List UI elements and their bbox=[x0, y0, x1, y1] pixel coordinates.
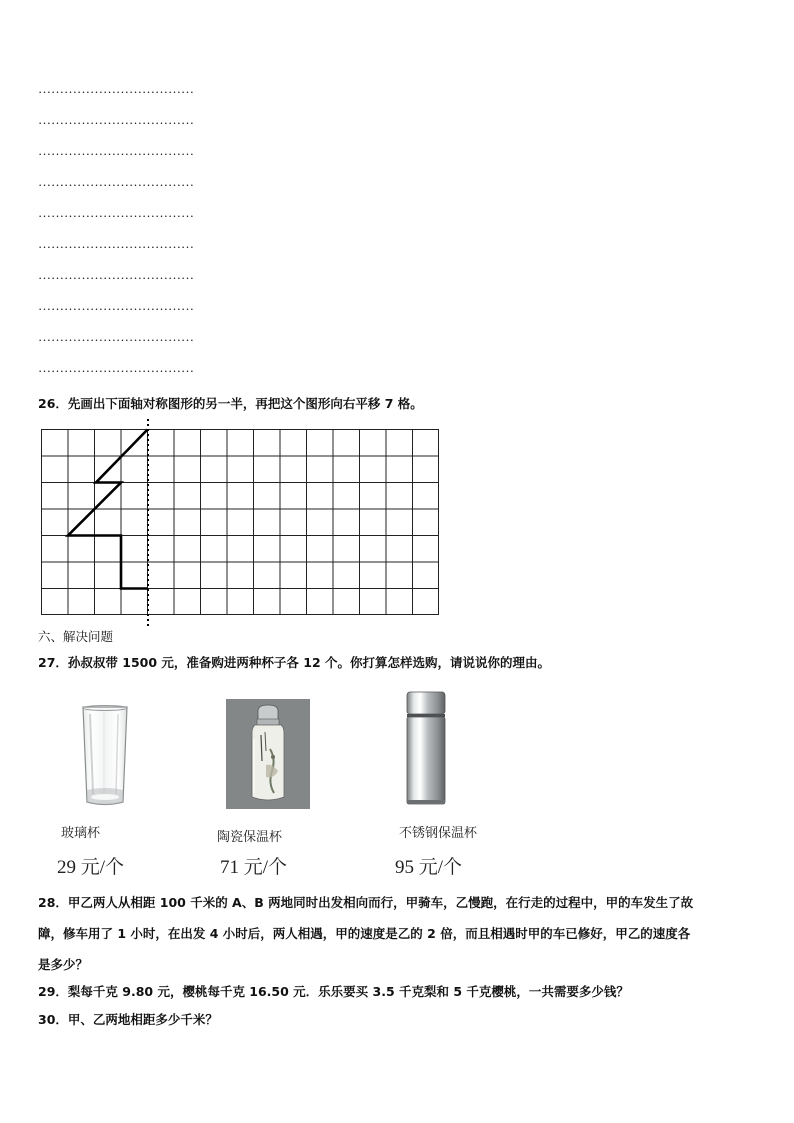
answer-line: ……………………………… bbox=[38, 112, 194, 127]
cup-price: 95 元/个 bbox=[395, 857, 463, 878]
question-26: 26．先画出下面轴对称图形的另一半，再把这个图形向右平移 7 格。 bbox=[38, 396, 423, 411]
question-30: 30．甲、乙两地相距多少千米？ bbox=[38, 1012, 218, 1027]
question-27: 27．孙叔叔带 1500 元，准备购进两种杯子各 12 个。你打算怎样选购，请说说你的理由。 bbox=[38, 655, 550, 670]
answer-line: ……………………………… bbox=[38, 267, 194, 282]
grid-lines bbox=[42, 430, 439, 615]
answer-line: ……………………………… bbox=[38, 360, 194, 375]
answer-line: ……………………………… bbox=[38, 81, 194, 96]
question-28-line2: 障，修车用了 1 小时，在出发 4 小时后，两人相遇，甲的速度是乙的 2 倍，而且相遇时甲的车已修好，甲乙的速度各 bbox=[38, 926, 691, 941]
answer-line: ……………………………… bbox=[38, 143, 194, 158]
question-28-line1: 28．甲乙两人从相距 100 千米的 A、B 两地同时出发相向而行，甲骑车，乙慢跑，在行走的过程中，甲的车发生了故 bbox=[38, 895, 694, 910]
cup-label: 不锈钢保温杯 bbox=[399, 826, 478, 841]
glass-cup-icon bbox=[80, 704, 130, 808]
question-28-line3: 是多少？ bbox=[38, 957, 89, 972]
ceramic-thermos-icon bbox=[226, 699, 310, 809]
cup-price: 29 元/个 bbox=[57, 857, 125, 878]
answer-line: ……………………………… bbox=[38, 174, 194, 189]
answer-line: ……………………………… bbox=[38, 298, 194, 313]
steel-thermos-icon bbox=[405, 690, 447, 808]
grid-figure bbox=[41, 419, 441, 629]
question-29: 29．梨每千克 9.80 元，樱桃每千克 16.50 元．乐乐要买 3.5 千克梨和 5 千克樱桃，一共需要多少钱？ bbox=[38, 984, 629, 999]
answer-line: ……………………………… bbox=[38, 205, 194, 220]
answer-line: ……………………………… bbox=[38, 236, 194, 251]
answer-line: ……………………………… bbox=[38, 329, 194, 344]
symmetry-grid bbox=[41, 419, 441, 633]
cup-price: 71 元/个 bbox=[220, 857, 288, 878]
cup-label: 玻璃杯 bbox=[61, 826, 101, 841]
cup-label: 陶瓷保温杯 bbox=[217, 830, 283, 845]
section-heading: 六、解决问题 bbox=[38, 629, 114, 644]
